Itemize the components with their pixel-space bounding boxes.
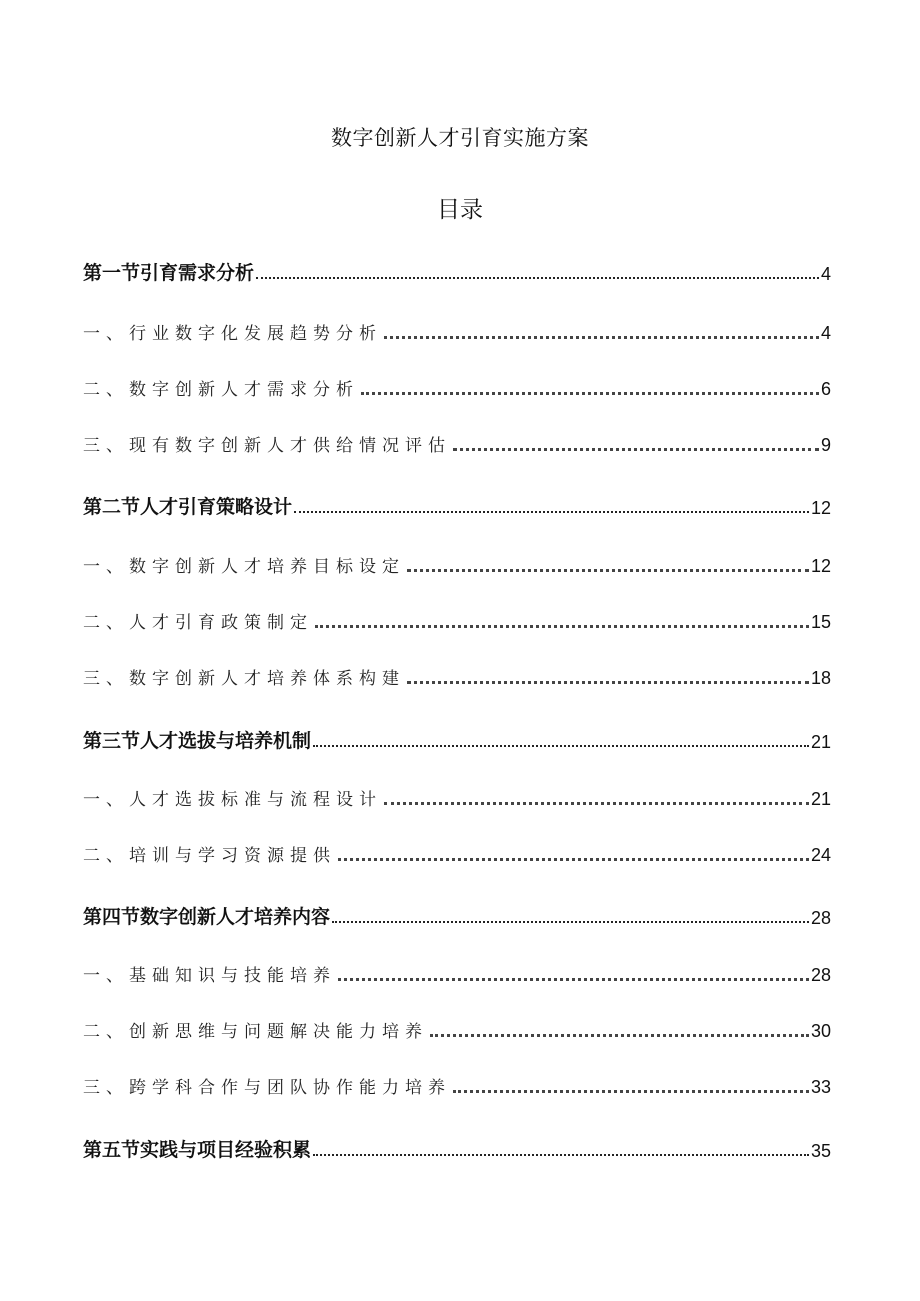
toc-entry-label: 三、数字创新人才培养体系构建 [83,669,405,689]
toc-entry-subsection[interactable] [83,1017,831,1042]
dot-leader [313,745,809,747]
toc-entry-label: 二、数字创新人才需求分析 [83,380,359,400]
toc-entry-label: 第二节人才引育策略设计 [83,496,293,518]
toc-entry-subsection[interactable] [83,1073,831,1098]
toc-entry-page: 24 [810,845,831,865]
dot-leader [315,625,809,628]
toc-entry-section-3[interactable] [83,726,831,753]
toc-entry-section-1[interactable] [83,258,831,285]
toc-entry-label: 一、基础知识与技能培养 [83,966,336,986]
toc-entry-label: 三、现有数字创新人才供给情况评估 [83,436,451,456]
toc-entry-page: 6 [820,379,831,399]
toc-entry-subsection[interactable] [83,319,831,344]
toc-entry-label: 二、培训与学习资源提供 [83,846,336,866]
toc-entry-page: 28 [810,908,831,928]
dot-leader [384,336,819,339]
toc-heading: 目录 [437,197,483,223]
dot-leader [407,569,809,572]
toc-entry-label: 二、人才引育政策制定 [83,613,313,633]
toc-entry-label: 二、创新思维与问题解决能力培养 [83,1022,428,1042]
toc-entry-label: 一、数字创新人才培养目标设定 [83,557,405,577]
toc-entry-page: 18 [810,668,831,688]
dot-leader [430,1034,809,1037]
toc-entry-page: 4 [820,264,831,284]
toc-entry-subsection[interactable] [83,841,831,866]
dot-leader [453,1090,809,1093]
toc-entry-subsection[interactable] [83,375,831,400]
toc-entry-subsection[interactable] [83,961,831,986]
toc-entry-label: 三、跨学科合作与团队协作能力培养 [83,1078,451,1098]
toc-entry-label: 一、人才选拔标准与流程设计 [83,790,382,810]
toc-entry-subsection[interactable] [83,664,831,689]
toc-entry-page: 4 [820,323,831,343]
toc-entry-subsection[interactable] [83,608,831,633]
toc-entry-subsection[interactable] [83,431,831,456]
toc-entry-page: 33 [810,1077,831,1097]
toc-entry-section-5[interactable] [83,1135,831,1162]
dot-leader [453,448,819,451]
document-title: 数字创新人才引育实施方案 [331,126,589,150]
toc-entry-page: 28 [810,965,831,985]
toc-entry-page: 21 [810,789,831,809]
toc-entry-label: 第三节人才选拔与培养机制 [83,730,312,752]
toc-entry-page: 9 [820,435,831,455]
toc-entry-page: 12 [810,498,831,518]
dot-leader [256,277,819,279]
dot-leader [294,511,809,513]
toc-entry-label: 一、行业数字化发展趋势分析 [83,324,382,344]
toc-entry-page: 30 [810,1021,831,1041]
dot-leader [361,392,819,395]
toc-entry-section-4[interactable] [83,902,831,929]
toc-entry-label: 第五节实践与项目经验积累 [83,1139,312,1161]
toc-entry-label: 第四节数字创新人才培养内容 [83,906,331,928]
toc-entry-page: 35 [810,1141,831,1161]
dot-leader [407,681,809,684]
toc-entry-subsection[interactable] [83,785,831,810]
dot-leader [338,978,809,981]
toc-entry-page: 12 [810,556,831,576]
dot-leader [313,1154,809,1156]
toc-entry-subsection[interactable] [83,552,831,577]
toc-entry-section-2[interactable] [83,492,831,519]
toc-entry-page: 15 [810,612,831,632]
dot-leader [332,921,809,923]
toc-entry-label: 第一节引育需求分析 [83,262,255,284]
dot-leader [384,802,809,805]
toc-entry-page: 21 [810,732,831,752]
dot-leader [338,858,809,861]
